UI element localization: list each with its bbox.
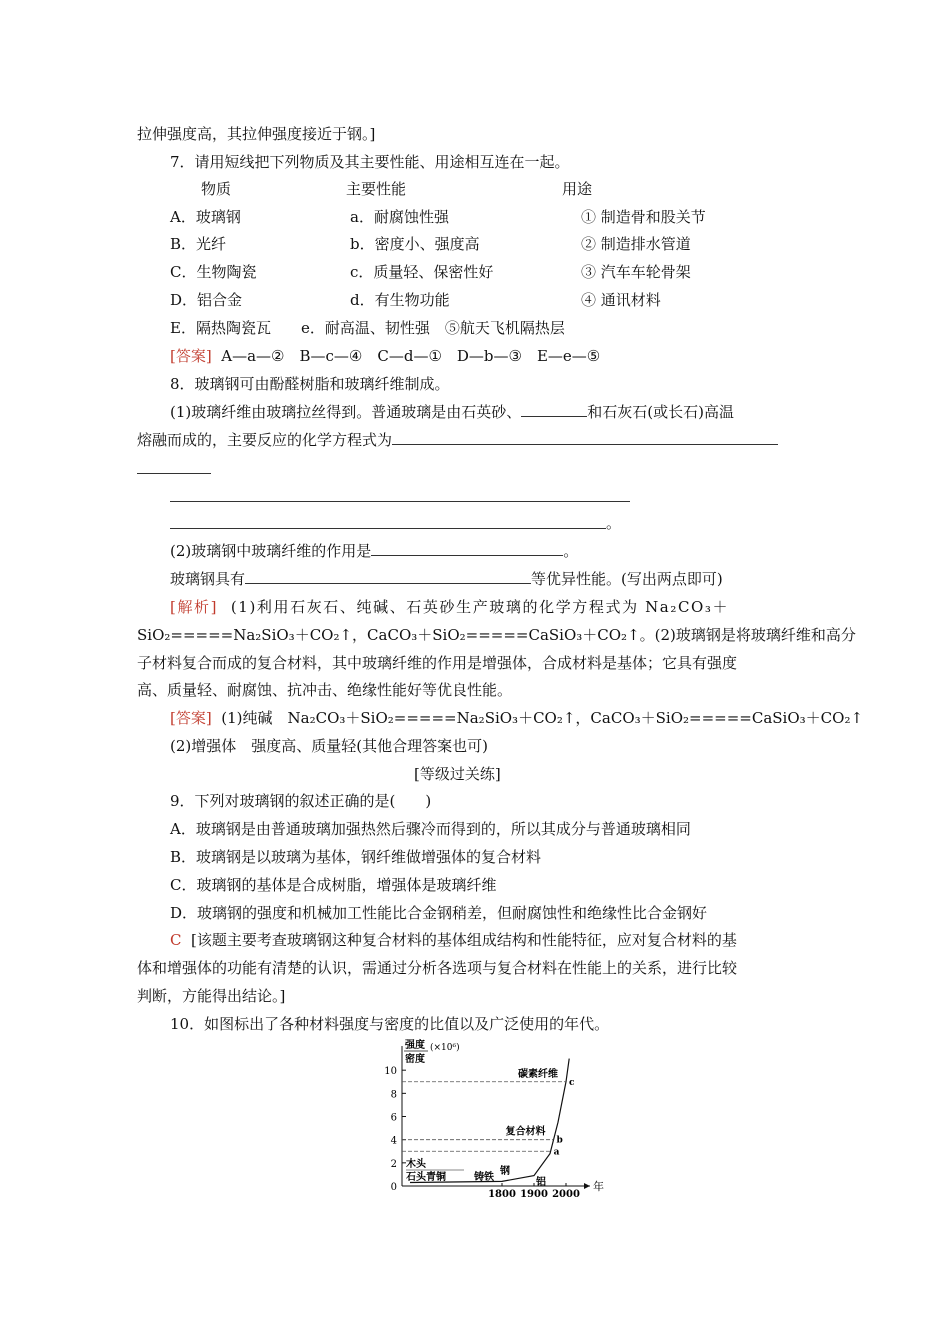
q7-row-b-substance: B．光纤	[170, 235, 227, 253]
q8-part3-line	[170, 569, 723, 589]
q7-answer: A—a—② B—c—④ C—d—① D—b—③ E—e—⑤	[221, 347, 601, 365]
q7-row-a-substance: A．玻璃钢	[170, 208, 241, 226]
q7-answer-line	[170, 346, 600, 366]
q8-part1-text-c: 熔融而成的，主要反应的化学方程式为	[137, 431, 393, 449]
q9-explain-line1	[170, 930, 737, 950]
y-tick-label: 0	[390, 1182, 397, 1193]
point-label-a: a	[553, 1147, 560, 1158]
q8-analysis-3: 子材料复合而成的复合材料，其中玻璃纤维的作用是增强体，合成材料是基体；它具有强度	[137, 654, 738, 672]
y-tick-label: 4	[390, 1135, 397, 1147]
q8-answer-tag: [答案]	[170, 709, 212, 727]
y-tick-label: 6	[390, 1112, 397, 1124]
era-label: 石头青铜	[406, 1172, 446, 1183]
era-label: 铝	[536, 1177, 546, 1188]
y-tick-label: 8	[390, 1089, 397, 1101]
material-label: 碳素纤维	[518, 1068, 558, 1080]
q9-explain-1: [该题主要考查玻璃钢这种复合材料的基体组成结构和性能特征，应对复合材料的基	[191, 931, 737, 949]
q9-stem: 9．下列对玻璃钢的叙述正确的是( )	[170, 792, 432, 810]
q7-row-d-property: d．有生物功能	[350, 291, 450, 309]
q9-option-b: B．玻璃钢是以玻璃为基体，钢纤维做增强体的复合材料	[170, 848, 542, 866]
q9-option-c: C．玻璃钢的基体是合成树脂，增强体是玻璃纤维	[170, 876, 497, 894]
q9-explain-3: 判断，方能得出结论。]	[137, 987, 286, 1005]
y-label-top: 强度	[405, 1040, 425, 1051]
q7-row-d-use: ④ 通讯材料	[581, 291, 661, 309]
q8-analysis-4: 高、质量轻、耐腐蚀、抗冲击、绝缘性能好等优良性能。	[137, 681, 513, 699]
q8-part1-line2	[137, 430, 778, 450]
q8-part3-text-b: 等优异性能。(写出两点即可)	[531, 570, 723, 588]
y-tick-label: 2	[390, 1158, 397, 1170]
x-axis-arrow	[584, 1183, 590, 1189]
q7-row-c-use: ③ 汽车车轮骨架	[581, 263, 691, 281]
q7-answer-tag: [答案]	[170, 347, 212, 365]
material-strength-chart	[370, 1038, 610, 1198]
q8-answer-2: (2)增强体 强度高、质量轻(其他合理答案也可)	[170, 737, 488, 755]
q8-part3-text-a: 玻璃钢具有	[170, 570, 246, 588]
q8-answer-line1	[170, 708, 863, 728]
q7-row-c-substance: C．生物陶瓷	[170, 263, 257, 281]
q7-row-c-property: c．质量轻、保密性好	[350, 263, 494, 281]
q7-row-b-use: ② 制造排水管道	[581, 235, 691, 253]
q7-row-a-property: a．耐腐蚀性强	[350, 208, 449, 226]
era-label: 铸铁	[474, 1172, 494, 1183]
q7-row-b-property: b．密度小、强度高	[350, 235, 480, 253]
q8-analysis-1: (1)利用石灰石、纯碱、石英砂生产玻璃的化学方程式为 Na₂CO₃＋	[230, 598, 730, 616]
q8-stem: 8．玻璃钢可由酚醛树脂和玻璃纤维制成。	[170, 375, 450, 393]
q7-row-e: E．隔热陶瓷瓦 e．耐高温、韧性强 ⑤航天飞机隔热层	[170, 319, 565, 337]
q8-blank-1[interactable]	[521, 402, 587, 417]
point-label-b: b	[556, 1135, 563, 1146]
q8-blank-5[interactable]	[170, 528, 606, 529]
y-tick-label: 10	[384, 1066, 397, 1078]
q8-part1-text-b: 和石灰石(或长石)高温	[587, 403, 734, 421]
q8-blank-3[interactable]	[137, 473, 211, 474]
q7-header-use: 用途	[562, 180, 593, 198]
section-title: [等级过关练]	[414, 765, 501, 783]
q7-header-property: 主要性能	[346, 180, 407, 198]
q8-period: 。	[606, 514, 622, 532]
q8-part2-line	[170, 541, 578, 561]
q8-analysis-tag: [解析]	[170, 598, 219, 616]
q10-stem: 10．如图标出了各种材料强度与密度的比值以及广泛使用的年代。	[170, 1015, 610, 1033]
q8-blank-2[interactable]	[392, 430, 778, 445]
x-axis-label: 年	[593, 1180, 604, 1193]
q8-blank-4[interactable]	[170, 501, 630, 502]
q7-row-d-substance: D．铝合金	[170, 291, 243, 309]
q7-stem: 7．请用短线把下列物质及其主要性能、用途相互连在一起。	[170, 153, 570, 171]
era-label: 木头	[406, 1159, 426, 1170]
q9-explain-2: 体和增强体的功能有清楚的认识，需通过分析各选项与复合材料在性能上的关系，进行比较	[137, 959, 738, 977]
q8-part2-text: (2)玻璃钢中玻璃纤维的作用是	[170, 542, 372, 560]
q8-analysis-line1	[170, 597, 729, 617]
q7-header-substance: 物质	[201, 180, 232, 198]
era-label: 钢	[500, 1166, 510, 1177]
q9-answer-letter: C	[170, 931, 182, 949]
q8-blank-6[interactable]	[371, 541, 563, 556]
q9-option-d: D．玻璃钢的强度和机械加工性能比合金钢稍差，但耐腐蚀性和绝缘性比合金钢好	[170, 904, 708, 922]
q8-answer-1: (1)纯碱 Na₂CO₃＋SiO₂=====Na₂SiO₃＋CO₂↑，CaCO₃＋SiO₂=====CaSiO₃＋CO₂↑	[221, 709, 864, 727]
y-label-bottom: 密度	[405, 1054, 425, 1065]
point-label-c: c	[569, 1077, 575, 1088]
x-tick-label: 1800	[488, 1189, 516, 1198]
x-tick-label: 1900	[520, 1189, 548, 1198]
q7-row-a-use: ① 制造骨和股关节	[581, 208, 706, 226]
q9-option-a: A．玻璃钢是由普通玻璃加强热然后骤冷而得到的，所以其成分与普通玻璃相同	[170, 820, 691, 838]
x-tick-label: 2000	[552, 1189, 580, 1198]
q8-blank-7[interactable]	[245, 569, 531, 584]
q8-analysis-2: SiO₂=====Na₂SiO₃＋CO₂↑，CaCO₃＋SiO₂=====CaSiO₃＋CO₂↑。(2)玻璃钢是将玻璃纤维和高分	[137, 626, 856, 644]
q8-part2-period: 。	[563, 542, 579, 560]
q6-tail: 拉伸强度高，其拉伸强度接近于钢。]	[137, 125, 376, 143]
y-unit: (×10⁶)	[430, 1043, 460, 1053]
material-label: 复合材料	[505, 1126, 546, 1138]
q8-part1-line1	[170, 402, 734, 422]
q8-part1-text-a: (1)玻璃纤维由玻璃拉丝得到。普通玻璃是由石英砂、	[170, 403, 522, 421]
